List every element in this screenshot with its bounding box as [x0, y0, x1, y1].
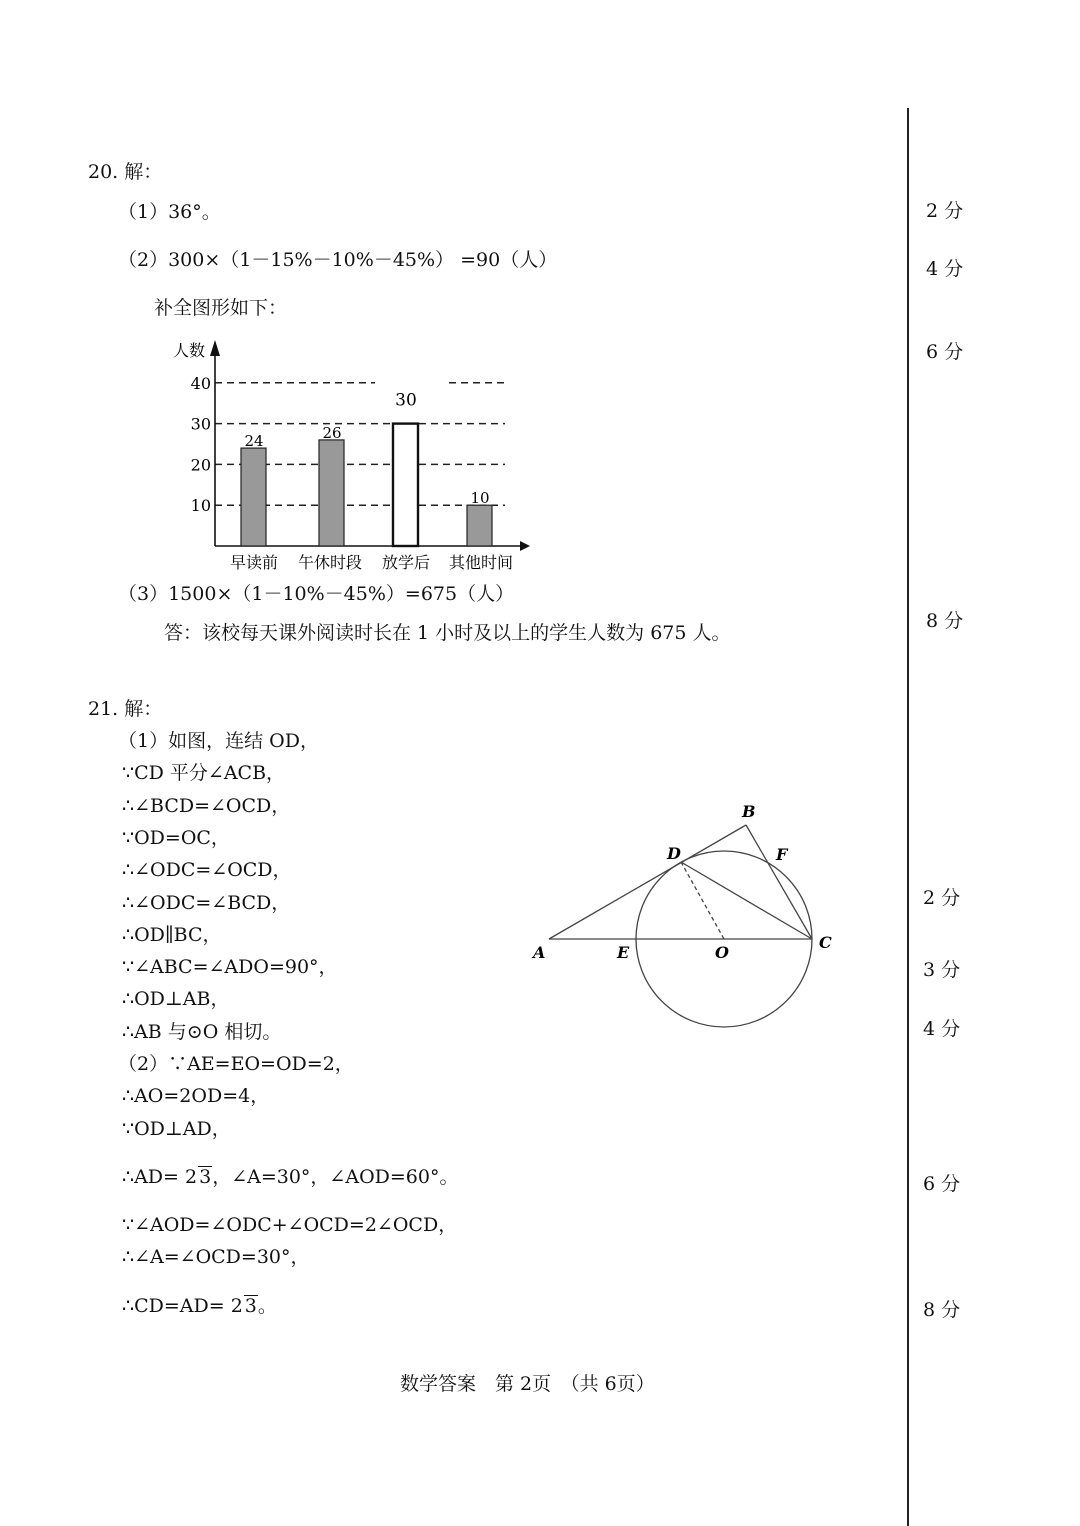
x-axis-arrow: [520, 541, 530, 551]
proof-line: ∵CD 平分∠ACB，: [122, 762, 286, 785]
q20-answer: 答：该校每天课外阅读时长在 1 小时及以上的学生人数为 675 人。: [164, 622, 731, 644]
score-mark: 4 分: [926, 258, 964, 280]
score-mark: 3 分: [923, 959, 961, 981]
y-tick-label: 30: [190, 414, 211, 434]
q21-title: 21. 解：: [88, 698, 163, 720]
ad-suffix: ，∠A=30°，∠AOD=60°。: [212, 1166, 459, 1188]
label-d: D: [667, 844, 681, 863]
label-b: B: [742, 802, 756, 821]
q20-part3: （3）1500×（1－10%－45%）=675（人）: [118, 583, 515, 605]
category-label: 早读前: [229, 553, 279, 572]
category-label: 其他时间: [448, 553, 514, 572]
q20-part2-note: 补全图形如下：: [154, 297, 288, 319]
proof-line: ∴∠ODC=∠OCD，: [122, 859, 292, 882]
label-f: F: [776, 845, 788, 864]
score-mark: 8 分: [923, 1299, 961, 1321]
proof-line: ∴AO=2OD=4，: [122, 1085, 270, 1108]
score-mark: 6 分: [923, 1173, 961, 1195]
q20-part2: （2）300×（1－15%－10%－45%） =90（人）: [118, 249, 558, 271]
data-label: 26: [322, 423, 342, 442]
data-label: 24: [244, 432, 264, 451]
sqrt: 3: [244, 1295, 257, 1317]
y-axis-label: 人数: [173, 341, 206, 360]
score-mark: 6 分: [926, 341, 964, 363]
segment-od: [681, 862, 724, 939]
category-label: 午休时段: [297, 553, 363, 572]
data-label: 30: [395, 390, 417, 411]
q21-aod-line: ∵∠AOD=∠ODC+∠OCD=2∠OCD，: [122, 1214, 458, 1236]
proof-line: ∵OD=OC，: [122, 826, 230, 849]
category-label: 放学后: [381, 553, 431, 572]
q20-title: 20. 解：: [88, 161, 163, 183]
y-axis-arrow: [210, 340, 220, 356]
proof-line: （1）如图，连结 OD，: [118, 730, 319, 752]
proof-line: ∴∠BCD=∠OCD，: [122, 794, 291, 817]
q21-a-line: ∴∠A=∠OCD=30°，: [122, 1246, 310, 1268]
y-tick-label: 20: [190, 455, 211, 475]
label-e: E: [617, 943, 630, 962]
proof-line: ∴OD⊥AB，: [122, 988, 230, 1011]
proof-line: ∴∠ODC=∠BCD，: [122, 891, 291, 914]
sqrt: 3: [199, 1166, 212, 1188]
geometry-figure: [0, 780, 900, 1040]
proof-line: ∴OD∥BC，: [122, 923, 222, 946]
y-tick-label: 40: [190, 373, 211, 393]
proof-line: （2）∵AE=EO=OD=2，: [118, 1053, 354, 1075]
page-footer: 数学答案 第 2页 （共 6页）: [400, 1373, 655, 1395]
q21-ad-line: [122, 1165, 458, 1189]
proof-line: ∵∠ABC=∠ADO=90°，: [122, 956, 338, 979]
segment-bc: [746, 825, 812, 939]
label-a: A: [533, 943, 546, 962]
q20-part1: （1）36°。: [118, 201, 221, 223]
data-label: 10: [470, 489, 490, 508]
cd-prefix: ∴CD=AD= 2: [122, 1295, 243, 1317]
label-c: C: [819, 933, 832, 952]
label-o: O: [715, 943, 729, 962]
bar: [319, 440, 344, 546]
segment-ab: [549, 825, 746, 939]
proof-line: ∴AB 与⊙O 相切。: [122, 1020, 282, 1043]
bar: [393, 424, 418, 546]
score-mark: 2 分: [926, 200, 964, 222]
score-mark: 4 分: [923, 1018, 961, 1040]
score-mark: 8 分: [926, 610, 964, 632]
bar-chart: [0, 0, 1080, 600]
score-mark: 2 分: [923, 887, 961, 909]
cd-suffix: 。: [257, 1295, 277, 1317]
proof-line: ∵OD⊥AD，: [122, 1117, 231, 1140]
bar: [241, 448, 266, 546]
q21-cd-line: [122, 1294, 277, 1318]
y-tick-label: 10: [190, 496, 211, 516]
ad-prefix: ∴AD= 2: [122, 1166, 198, 1188]
segment-dc: [681, 862, 812, 939]
bar: [467, 505, 492, 546]
